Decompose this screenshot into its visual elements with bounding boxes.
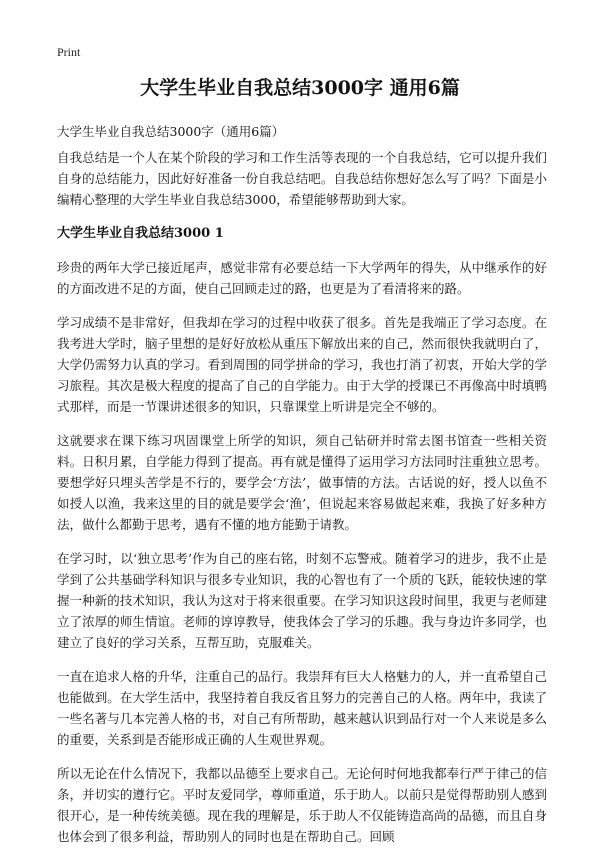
body-paragraph: 在学习时，以‘独立思考’作为自己的座右铭，时刻不忘警戒。随着学习的进步，我不止是学到了公共基础学科知识与很多专业知识，我的心智也有了一个质的飞跃，能较快速的掌握一种新的技术知识，我认为这对于将来很重要。在学习知识这段时间里，我更与老师建立了浓厚的师生情谊。老师的谆谆教导，使我体会了学习的乐趣。我与身边许多同学，也建立了良好的学习关系，互帮互助，克服难关。 (57, 551, 547, 650)
print-link[interactable]: Print (57, 45, 81, 59)
body-paragraph: 这就要求在课下练习巩固课堂上所学的知识，须自己钻研并时常去图书馆查一些相关资料。日积月累，自学能力得到了提高。再有就是懂得了运用学习方法同时注重独立思考。要想学好只埋头苦学是不行的，要学会‘方法’，做事情的方法。古话说的好，授人以鱼不如授人以渔，我来这里的目的就是要学会‘渔’，但说起来容易做起来难，我换了好多种方法，做什么都勤于思考，遇有不懂的地方能勤于请教。 (57, 433, 547, 532)
section-heading: 大学生毕业自我总结3000 1 (57, 226, 224, 241)
body-paragraph: 珍贵的两年大学已接近尾声，感觉非常有必要总结一下大学两年的得失，从中继承作的好的方面改进不足的方面，使自己回顾走过的路，也更是为了看清将来的路。 (57, 260, 547, 296)
body-paragraph: 所以无论在什么情况下，我都以品德至上要求自己。无论何时何地我都奉行严于律己的信条，并切实的遵行它。平时友爱同学，尊师重道，乐于助人。以前只是觉得帮助别人感到很开心，是一种传统美德。现在我的理解是，乐于助人不仅能铸造高尚的品德，而且自身也体会到了很多利益，帮助别人的同时也是在帮助自己。回顾 (57, 766, 547, 844)
intro-paragraph: 自我总结是一个人在某个阶段的学习和工作生活等表现的一个自我总结，它可以提升我们自身的总结能力，因此好好准备一份自我总结吧。自我总结你想好怎么写了吗？下面是小编精心整理的大学生毕业自我总结3000，希望能够帮助到大家。 (57, 150, 547, 207)
page-title: 大学生毕业自我总结3000字 通用6篇 (140, 77, 460, 99)
article-body (57, 147, 547, 860)
subtitle: 大学生毕业自我总结3000字（通用6篇） (57, 124, 285, 139)
body-paragraph: 学习成绩不是非常好，但我却在学习的过程中收获了很多。首先是我端正了学习态度。在我考进大学时，脑子里想的是好好放松从重压下解放出来的自己，然而很快我就明白了，大学仍需努力认真的学习。看到周围的同学拼命的学习，我也打消了初衷，开始大学的学习旅程。其次是极大程度的提高了自己的自学能力。由于大学的授课已不再像高中时填鸭式那样，而是一节课讲述很多的知识，只靠课堂上听讲是完全不够的。 (57, 315, 547, 414)
body-paragraph: 一直在追求人格的升华，注重自己的品行。我崇拜有巨大人格魅力的人，并一直希望自己也能做到。在大学生活中，我坚持着自我反省且努力的完善自己的人格。两年中，我读了一些名著与几本完善人格的书，对自己有所帮助，越来越认识到品行对一个人来说是多么的重要，关系到是否能形成正确的人生观世界观。 (57, 669, 547, 747)
